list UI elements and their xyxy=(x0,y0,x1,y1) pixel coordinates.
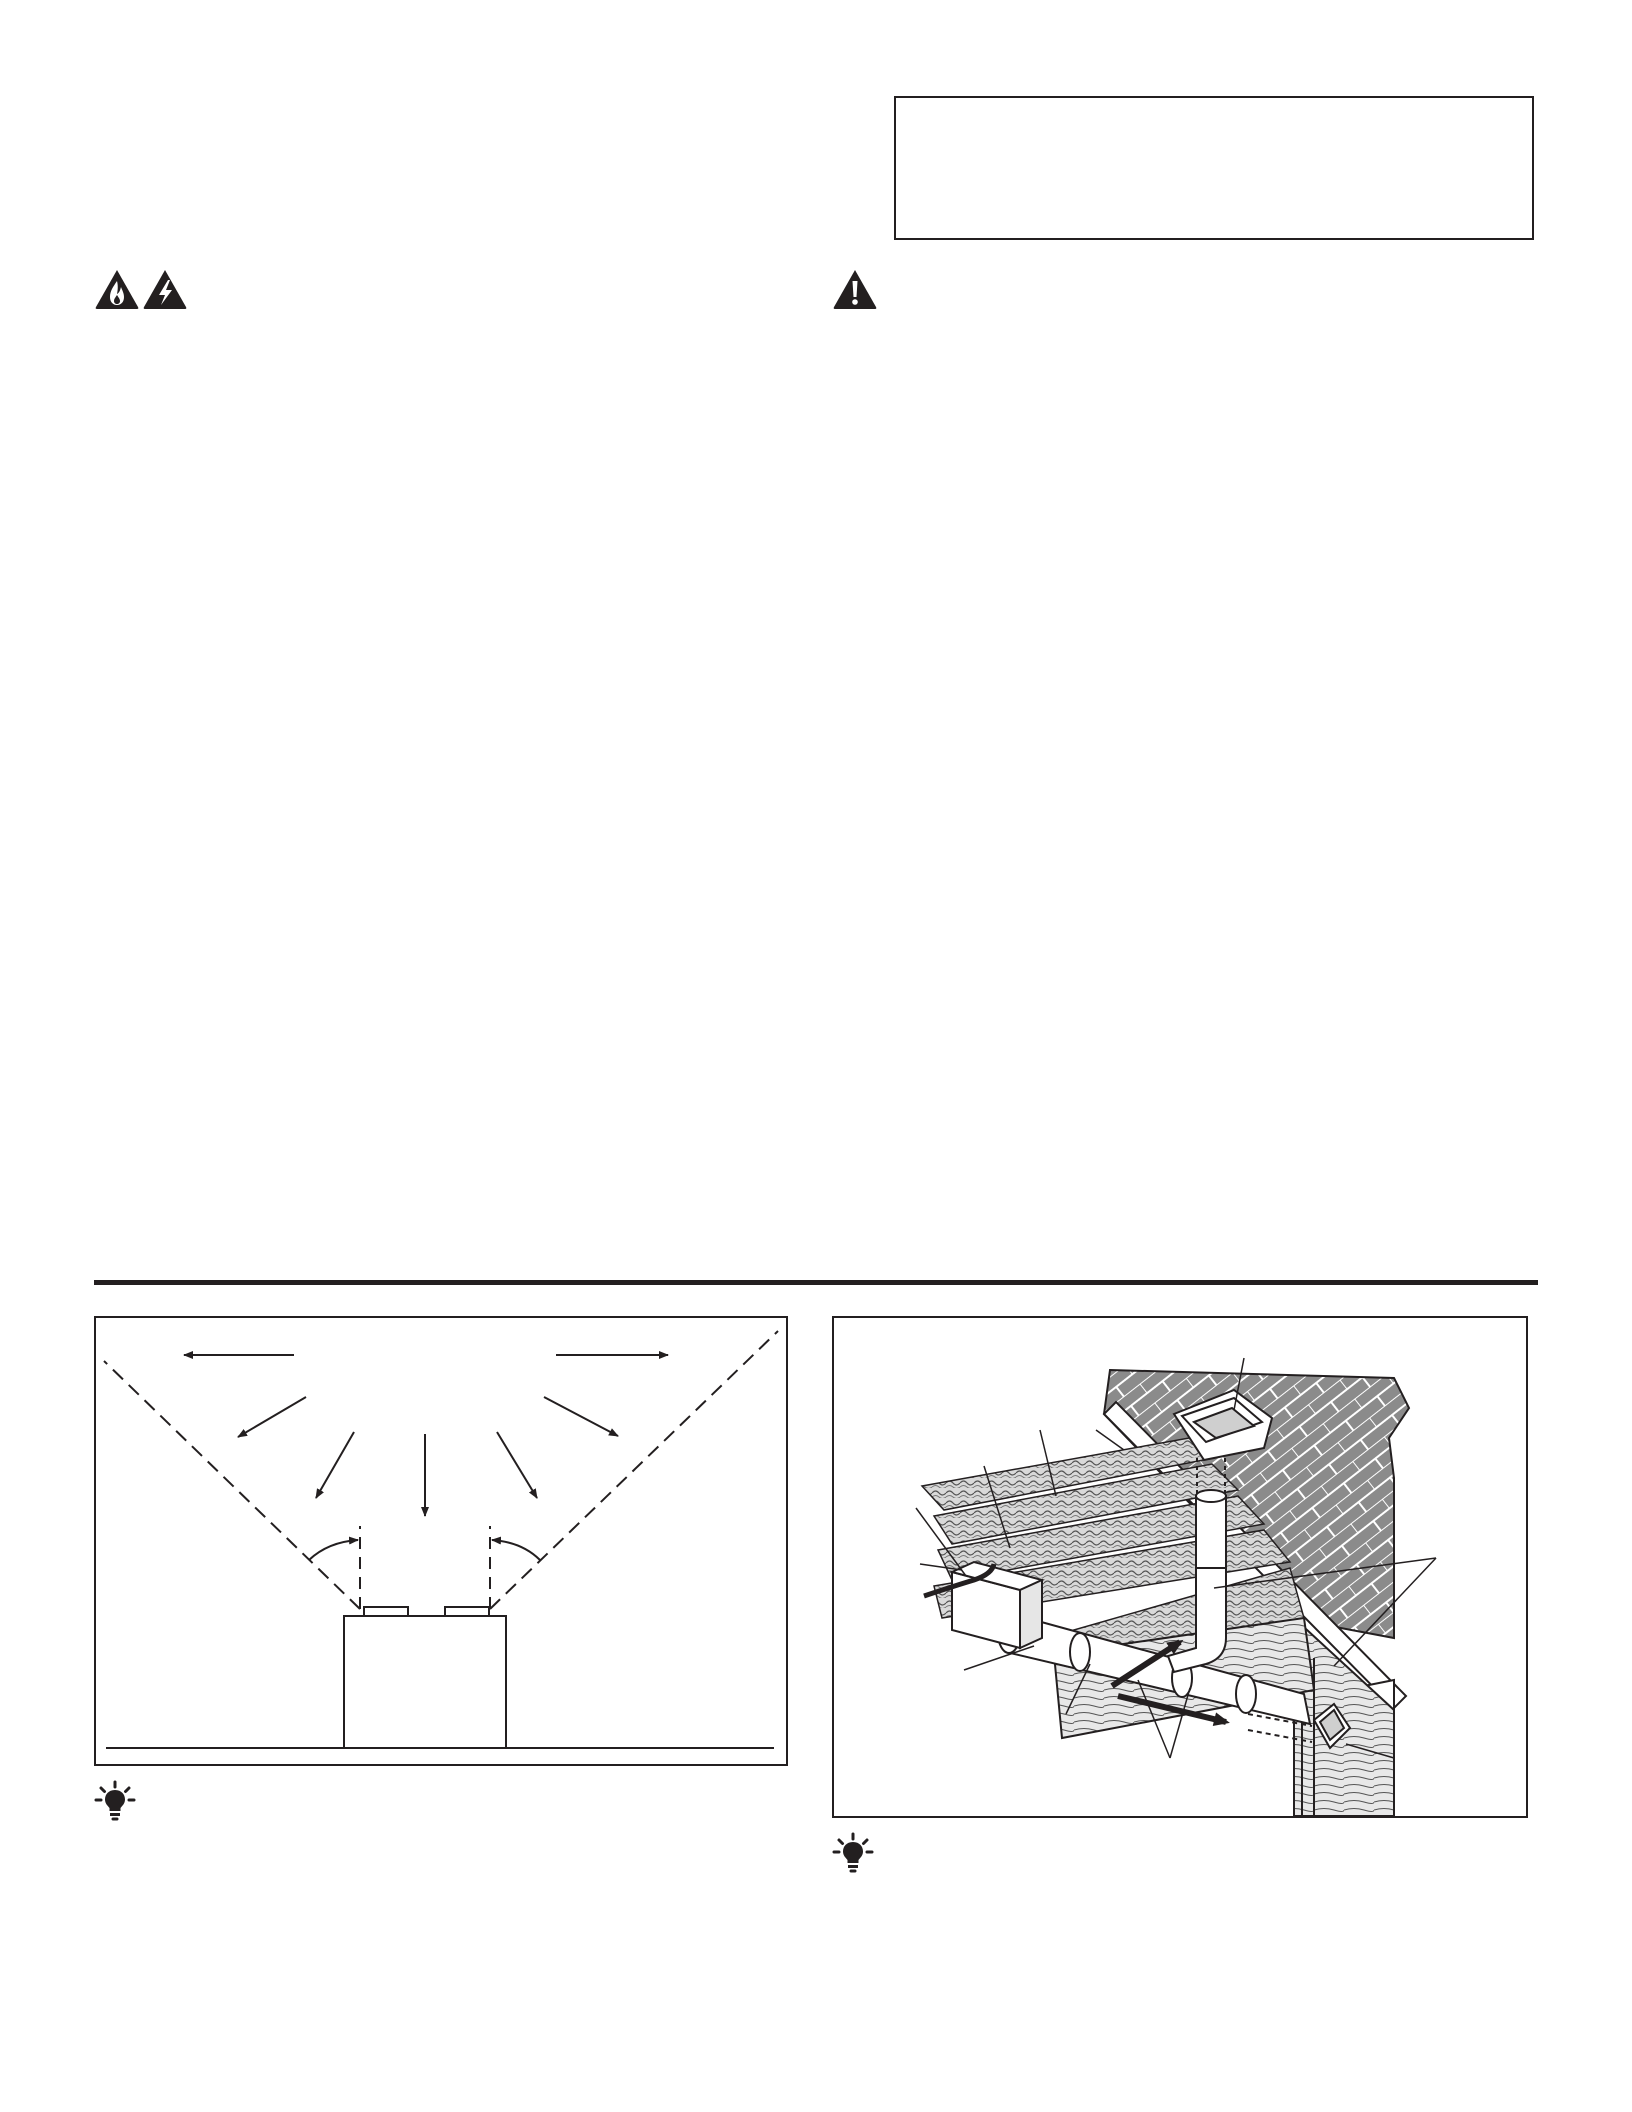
general-warning-icon xyxy=(832,268,878,310)
fire-warning-icon xyxy=(94,268,140,310)
attic-duct-installation-illustration xyxy=(832,1316,1528,1818)
envelope-right xyxy=(490,1331,778,1609)
range-hood-clearance-diagram xyxy=(94,1316,788,1766)
lightbulb-tip-icon xyxy=(832,1832,874,1874)
angle-arc-right xyxy=(492,1540,540,1560)
burner-right xyxy=(445,1607,489,1616)
cooktop-body xyxy=(344,1616,506,1748)
envelope-left xyxy=(104,1361,360,1609)
section-divider xyxy=(94,1280,1538,1285)
electrical-shock-warning-icon xyxy=(142,268,188,310)
airflow-arrow xyxy=(238,1397,306,1437)
airflow-arrow xyxy=(544,1397,618,1436)
notice-box xyxy=(894,96,1534,240)
attic-duct-drawing xyxy=(834,1318,1530,1820)
clearance-diagram-drawing xyxy=(96,1318,790,1768)
airflow-arrow xyxy=(316,1432,354,1498)
airflow-arrow xyxy=(497,1432,537,1498)
angle-arc-left xyxy=(309,1540,358,1560)
burner-left xyxy=(364,1607,408,1616)
lightbulb-tip-icon xyxy=(94,1780,136,1822)
